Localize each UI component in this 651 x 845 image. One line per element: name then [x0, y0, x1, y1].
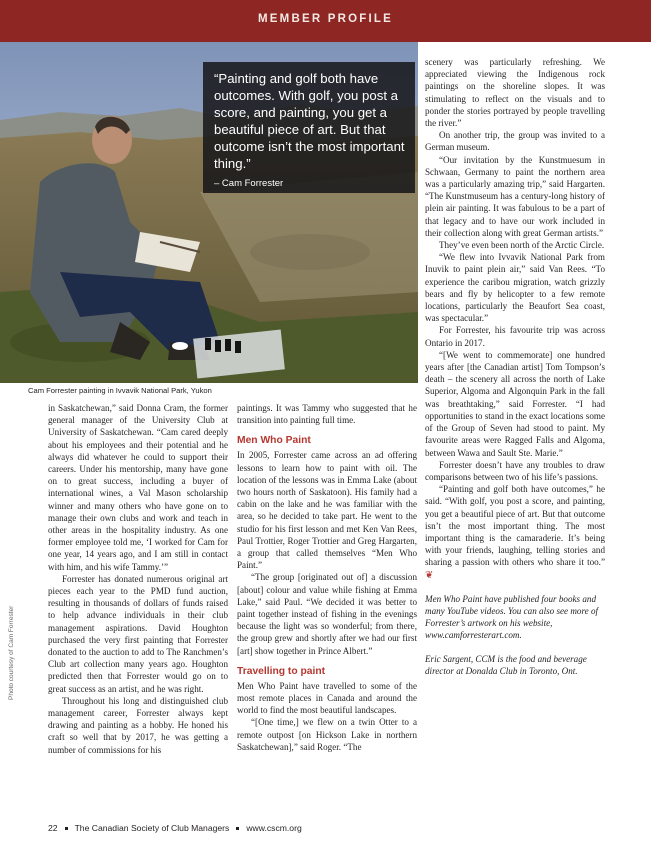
maple-leaf-icon: ❦: [425, 569, 434, 581]
author-note-books: Men Who Paint have published four books and many YouTube videos. You can also see more of Forrester’s artwork on his website, www.camforresterart.com.: [425, 593, 599, 641]
section-title: MEMBER PROFILE: [258, 13, 393, 25]
paragraph: Men Who Paint have travelled to some of the most remote places in Canada and around the world to find the most beautiful landscapes.: [237, 680, 417, 716]
pull-quote-attribution: – Cam Forrester: [214, 178, 284, 189]
article-column-2: [237, 402, 417, 753]
pull-quote: [203, 62, 415, 193]
photo-credit: [8, 580, 15, 700]
header-band: [0, 0, 651, 42]
photo-caption: Cam Forrester painting in Ivvavik National Park, Yukon: [28, 386, 212, 395]
page-number: 22: [48, 823, 58, 833]
paragraph: In 2005, Forrester came across an ad offering lessons to learn how to paint with oil. The location of the lessons was in Emma Lake (about two hours north of Saskatoon). His family had a cabin on the lake and he was familiar with the area, so he decided to take part. He went to the studio for his first lesson and met Ken Van Rees, Paul Trottier, Roger Trottier and Greg Hargarten, a group that called themselves “Men Who Paint.”: [237, 450, 417, 571]
paragraph: paintings. It was Tammy who suggested that he transition into painting full time.: [237, 403, 417, 426]
paragraph: On another trip, the group was invited to a German museum.: [425, 130, 605, 153]
photo-credit-text: Photo courtesy of Cam Forrester: [8, 605, 15, 700]
paragraph: “We flew into Ivvavik National Park from Inuvik to paint plein air,” said Van Rees. “To experience the caribou migration, watch grizzly bears and fly by helicopter to a few remote locations, particularly the Beaufort Sea coast, was spectacular.”: [425, 252, 605, 324]
paragraph: They’ve even been north of the Arctic Circle.: [439, 240, 605, 251]
article-column-3: [425, 56, 605, 677]
paragraph: scenery was particularly refreshing. We appreciated viewing the Indigenous rock paintings on the shoreline slopes. It was stimulating to reflect on the visuals and to ponder the stories portrayed by people travelling the river.”: [425, 57, 605, 129]
paragraph: “The group [originated out of] a discussion [about] colour and value while fishing at Emma Lake,” said Paul. “We decided it was better to paint together instead of fishing in the evenings because the light was so wonderful; from there, the group grew and shortly after we had our first [art] show together in Prince Albert.”: [237, 572, 417, 656]
paragraph: “Our invitation by the Kunstmuesum in Schwaan, Germany to paint the northern area was a particularly amazing trip,” said Hargarten. “The Kunstmuseum has a century-long history of plein air painting. It was fabulous to be a part of that legacy and to have our work included in their collection along with great German artists.”: [425, 154, 605, 238]
paragraph: “[We went to commemorate] one hundred years after [the Canadian artist] Tom Tompson’s death – the scenery all across the north of Lake Superior, Algoma and Algonquin Park in the fall was breathtaking,” said Forrester. “I had opportunities to stand in the exact locations some of the Group of Seven had stood to paint. My favourite areas were Ragged Falls and Algoma, between Wawa and Sault Ste. Marie.”: [425, 349, 605, 458]
section-heading: Men Who Paint: [237, 435, 311, 447]
pull-quote-text: “Painting and golf both have outcomes. With golf, you post a score, and painting, you get a beautiful piece of art. But that outcome isn’t the most important thing.”: [214, 71, 405, 171]
author-bio: Eric Sargent, CCM is the food and beverage director at Donalda Club in Toronto, Ont.: [425, 653, 587, 676]
paragraph-final: [425, 483, 605, 582]
section-heading: Travelling to paint: [237, 665, 326, 677]
paragraph: Forrester has donated numerous original art pieces each year to the PMD fund auction, resulting in thousands of dollars of funds raised to help advance individuals in their club management aspirations. David Houghton purchased the very first painting that Forrester donated to the auction to add to The Ranchmen’s Club art collection many years ago. Houghton predicted then that Forrester would go on to great success as an artist, and he was right.: [48, 573, 228, 694]
publication-name: The Canadian Society of Club Managers: [74, 823, 230, 833]
paragraph: “[One time,] we flew on a twin Otter to a remote outpost [on Hickson Lake in northern Saskatchewan],” said Roger. “The: [237, 717, 417, 752]
article-column-1: [48, 402, 228, 756]
paragraph: Throughout his long and distinguished club management career, Forrester always kept drawing and painting as a hobby. He honed his craft so well that by 2017, he was getting a number of commissions for his: [48, 695, 228, 755]
separator-dot: [236, 827, 239, 830]
paragraph: Forrester doesn’t have any troubles to draw comparisons between two of his life’s passions.: [425, 459, 605, 482]
page-footer: [48, 823, 302, 833]
separator-dot: [65, 827, 68, 830]
paragraph: in Saskatchewan,” said Donna Cram, the former general manager of the University Club at University of Saskatchewan. “Cam cared deeply about his employees and their potential and he always did whatever he could to support their careers. Under his mentorship, many have gone on to great success, including a buyer of international wines, a Val Mason scholarship winner and many others who have gone on to manage their own clubs and work and teach in other areas in the hospitality industry. As one former employee told me, ‘I worked for Cam for one year, 14 years ago, and I am still in contact with him, and his wife Tammy.’”: [48, 403, 228, 572]
paragraph-text: “Painting and golf both have outcomes,” he said. “With golf, you post a score, and painting, you get a beautiful piece of art. But that outcome isn’t the most important thing. The most important thing is the camaraderie. It’s being with your friends, laughing, telling stories and sharing a passion with others who share it too.”: [425, 484, 605, 568]
paragraph: For Forrester, his favourite trip was across Ontario in 2017.: [425, 325, 605, 348]
website-link[interactable]: www.cscm.org: [246, 823, 302, 833]
